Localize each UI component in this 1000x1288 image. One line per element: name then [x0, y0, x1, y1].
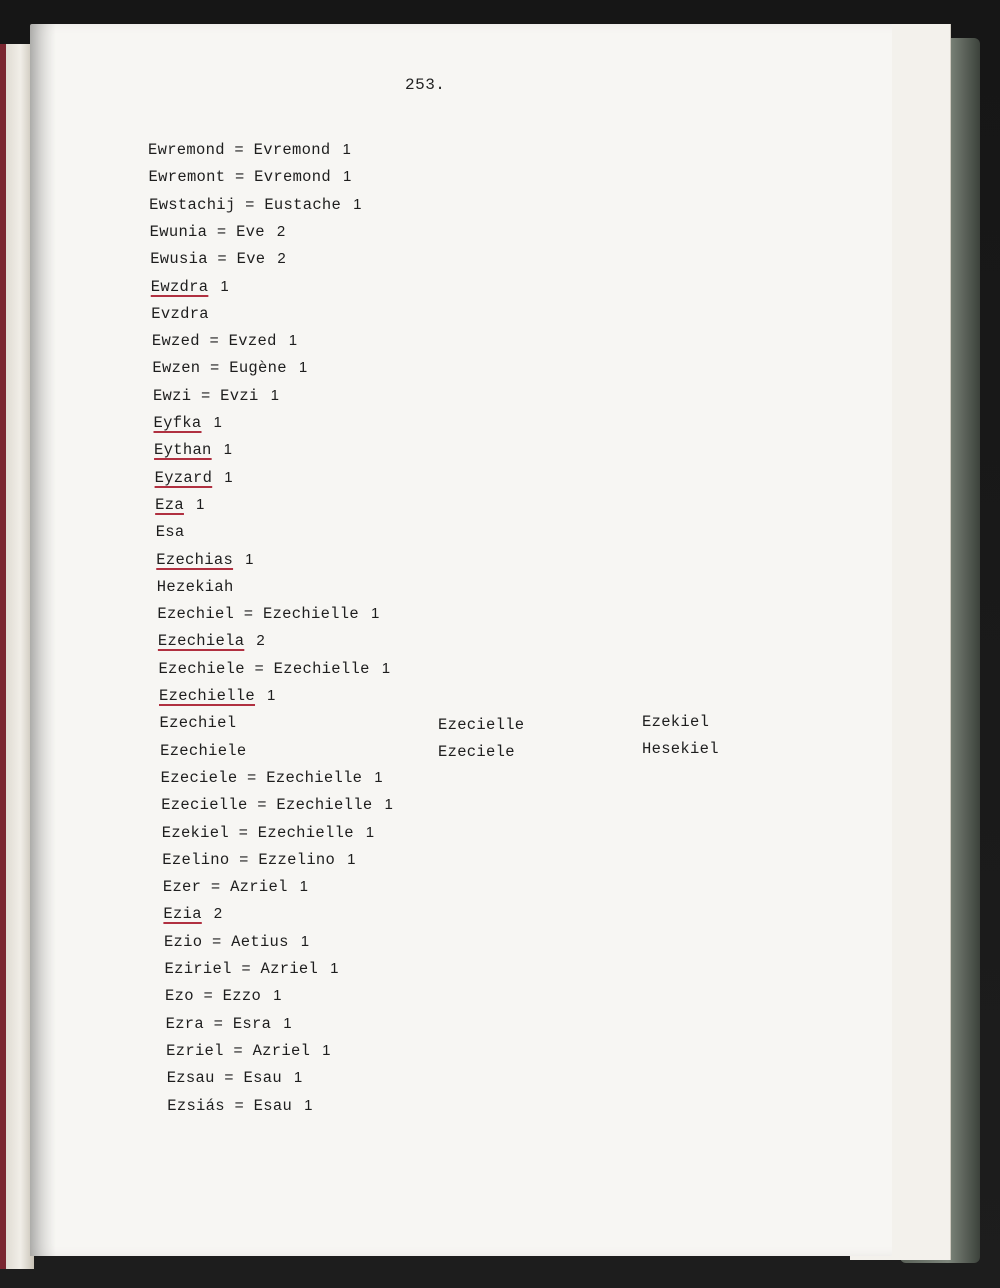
equals-sign: = — [191, 386, 221, 405]
entry-equivalent: Evremond — [253, 141, 331, 159]
entry-equivalent: Ezechielle — [257, 823, 354, 842]
entry-count: 1 — [365, 823, 375, 841]
entry-count: 1 — [298, 359, 308, 377]
entry-line — [159, 687, 276, 705]
entry-count: 1 — [223, 441, 233, 459]
entry-count: 1 — [342, 141, 352, 158]
entry-name: Eyzard — [154, 468, 213, 487]
entry-name: Ezechiel — [157, 605, 235, 624]
entry-line — [150, 223, 286, 241]
entry-equivalent: Esau — [243, 1069, 282, 1088]
entry-name: Ewunia — [149, 222, 208, 241]
entry-name: Ewzi — [152, 386, 192, 405]
entry-equivalent: Ezechielle — [273, 659, 370, 678]
entry-line — [166, 1042, 331, 1060]
entry-count: 1 — [213, 414, 223, 431]
entry-count: 1 — [304, 1096, 313, 1114]
entry-name: Ezecielle — [161, 796, 248, 815]
entry-line — [155, 496, 204, 514]
equals-sign: = — [202, 932, 232, 951]
entry-equivalent: Evzed — [228, 332, 277, 351]
variant-column-2-line-1: Ezekiel — [642, 713, 710, 731]
equals-sign: = — [204, 1014, 233, 1033]
entry-count: 1 — [283, 1014, 292, 1032]
entry-line — [153, 387, 279, 405]
entry-equivalent: Ezzo — [222, 987, 262, 1006]
equals-sign: = — [231, 960, 261, 978]
entry-line — [165, 987, 282, 1005]
entry-line — [157, 578, 234, 596]
entry-count: 1 — [195, 495, 205, 513]
entry-line — [149, 168, 352, 186]
entry-line — [160, 714, 237, 732]
entry-count: 1 — [224, 468, 233, 486]
entry-name: Ezechiel — [159, 714, 237, 733]
entry-line — [154, 441, 232, 459]
entry-line — [162, 824, 375, 842]
entry-name: Ewusia — [150, 250, 208, 269]
entry-name: Ezechiela — [157, 632, 245, 651]
entry-line — [163, 878, 308, 896]
entry-line — [157, 605, 379, 623]
page-number: 253. — [405, 76, 446, 94]
equals-sign: = — [201, 878, 231, 897]
equals-sign: = — [235, 195, 265, 214]
entry-name: Ezechiele — [158, 659, 245, 678]
entry-name: Ewremont — [148, 168, 226, 187]
entry-name: Ezia — [163, 905, 202, 924]
entry-line — [151, 278, 229, 296]
entry-equivalent: Azriel — [252, 1041, 311, 1060]
entry-line — [165, 960, 339, 978]
equals-sign: = — [224, 1096, 254, 1115]
equals-sign: = — [224, 141, 254, 159]
entry-name: Ezra — [165, 1014, 204, 1033]
entry-count: 1 — [370, 605, 380, 623]
entry-name: Ezsau — [166, 1069, 215, 1088]
equals-sign: = — [193, 987, 223, 1006]
equals-sign: = — [234, 605, 263, 624]
entry-equivalent: Evzi — [220, 386, 259, 405]
equals-sign: = — [247, 796, 277, 815]
entry-line — [166, 1015, 292, 1033]
entry-equivalent: Eustache — [264, 195, 342, 214]
entry-line — [161, 769, 383, 787]
entry-equivalent: Eugène — [229, 359, 287, 378]
entry-count: 1 — [300, 932, 310, 950]
entry-name: Ezechielle — [159, 687, 256, 705]
equals-sign: = — [200, 359, 230, 378]
equals-sign: = — [207, 222, 237, 241]
entry-name: Esa — [155, 523, 185, 542]
entry-line — [163, 905, 222, 923]
entry-equivalent: Azriel — [260, 960, 319, 978]
entry-name: Ezechiele — [160, 741, 247, 760]
variant-column-1-line-1: Ezecielle — [438, 716, 525, 734]
entry-count: 1 — [299, 878, 309, 896]
entry-name: Ewstachij — [149, 195, 236, 214]
entry-count: 1 — [347, 850, 356, 868]
entry-count: 2 — [277, 250, 287, 268]
entry-name: Eyfka — [153, 414, 202, 432]
entry-equivalent: Ezechielle — [276, 796, 373, 815]
entry-count: 2 — [213, 905, 223, 923]
entry-count: 2 — [276, 222, 286, 240]
entry-name: Ezriel — [166, 1041, 224, 1060]
entry-name: Ezo — [165, 987, 194, 1006]
entry-count: 1 — [330, 960, 339, 977]
equals-sign: = — [229, 850, 259, 869]
entry-line — [148, 141, 351, 159]
entry-count: 1 — [342, 168, 352, 186]
entry-count: 1 — [270, 386, 280, 404]
entry-name: Hezekiah — [156, 577, 234, 596]
entry-line — [151, 305, 209, 323]
entry-line — [156, 523, 185, 541]
entry-line — [154, 414, 223, 432]
entry-line — [167, 1097, 312, 1115]
page-gutter — [30, 24, 56, 1256]
entry-equivalent: Evremond — [254, 168, 331, 187]
entry-name: Ezechias — [156, 550, 234, 569]
entry-line — [152, 332, 298, 350]
variant-column-1-line-2: Ezeciele — [438, 743, 515, 761]
entry-name: Ezelino — [162, 850, 230, 869]
equals-sign: = — [214, 1069, 244, 1088]
entry-equivalent: Azriel — [230, 878, 288, 897]
equals-sign: = — [244, 659, 274, 678]
equals-sign: = — [207, 250, 237, 269]
entry-count: 1 — [288, 332, 298, 350]
entry-name: Ewzen — [152, 359, 201, 378]
entry-line — [155, 469, 233, 487]
entry-count: 1 — [273, 987, 282, 1005]
entry-name: Ezekiel — [161, 823, 229, 842]
entry-line — [149, 196, 362, 214]
entry-name: Eythan — [154, 441, 212, 460]
entry-name: Ewzed — [151, 332, 200, 351]
entry-line — [162, 851, 356, 869]
entry-count: 1 — [381, 659, 391, 677]
equals-sign: = — [228, 823, 258, 842]
entry-count: 2 — [256, 632, 265, 650]
entry-equivalent: Aetius — [231, 932, 289, 951]
entry-line — [161, 796, 393, 814]
entry-name: Ewzdra — [150, 277, 209, 296]
equals-sign: = — [225, 168, 255, 187]
entry-name: Ezeciele — [160, 768, 238, 787]
entry-line — [150, 250, 286, 268]
entry-equivalent: Ezechielle — [262, 605, 359, 624]
entry-name: Ewremond — [148, 141, 225, 159]
equals-sign: = — [199, 332, 229, 351]
entry-line — [167, 1069, 303, 1087]
entry-line — [160, 742, 246, 760]
entry-line — [164, 933, 309, 951]
entry-equivalent: Ezechielle — [266, 768, 363, 787]
equals-sign: = — [237, 768, 267, 787]
entry-count: 1 — [267, 687, 276, 704]
entry-equivalent: Eve — [236, 250, 266, 269]
entry-count: 1 — [384, 796, 394, 814]
entry-count: 1 — [220, 277, 230, 295]
entry-count: 1 — [374, 768, 383, 786]
entry-equivalent: Esra — [232, 1014, 272, 1033]
left-binding — [0, 44, 6, 1269]
entry-line — [158, 632, 265, 650]
entry-equivalent: Ezzelino — [258, 850, 336, 869]
entry-count: 1 — [353, 195, 362, 213]
entry-line — [156, 551, 253, 569]
entry-equivalent: Esau — [253, 1096, 293, 1115]
variant-column-2-line-2: Hesekiel — [642, 740, 719, 758]
entry-equivalent: Eve — [236, 222, 265, 241]
entry-name: Evzdra — [151, 304, 209, 323]
entry-count: 1 — [293, 1069, 303, 1087]
entry-line — [152, 359, 307, 377]
entry-name: Ezsiás — [167, 1096, 225, 1115]
entry-line — [158, 660, 390, 678]
entry-name: Eza — [155, 495, 184, 514]
entry-name: Ezer — [162, 878, 202, 897]
entry-name: Eziriel — [164, 960, 232, 978]
entry-name: Ezio — [163, 932, 203, 951]
entry-count: 1 — [245, 550, 254, 568]
equals-sign: = — [223, 1041, 253, 1060]
entry-count: 1 — [322, 1041, 331, 1059]
